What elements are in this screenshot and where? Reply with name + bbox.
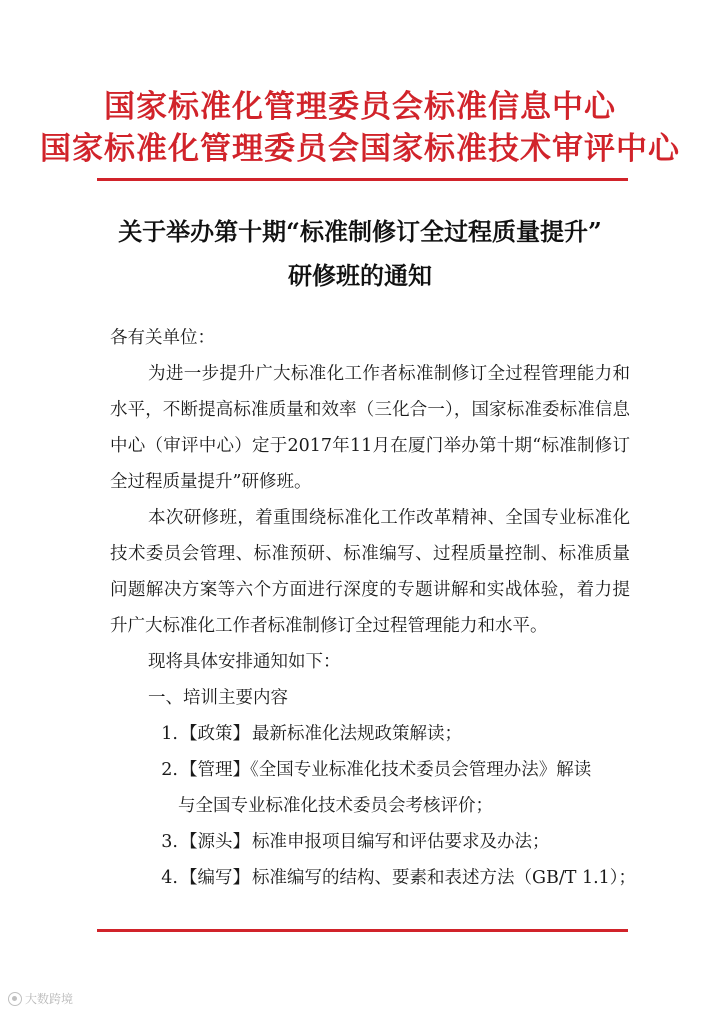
document-title <box>0 210 720 298</box>
list-item-number: 2. <box>161 760 178 780</box>
document-body <box>110 320 637 896</box>
title-line-1: 关于举办第十期“标准制修订全过程质量提升” <box>118 217 602 246</box>
list-item-text: 最新标准化法规政策解读； <box>252 724 462 744</box>
list-item-tag: 【编写】 <box>180 868 250 888</box>
list-item-tag: 【管理】 <box>180 760 250 780</box>
watermark <box>8 990 73 1007</box>
list-item-text: 标准编写的结构、要素和表述方法（GB/T 1.1）； <box>252 868 637 888</box>
letterhead-line-1: 国家标准化管理委员会标准信息中心 <box>104 89 616 125</box>
list-item-management <box>110 752 630 824</box>
list-item-text: 标准申报项目编写和评估要求及办法； <box>252 832 550 852</box>
list-item-text: 《全国专业标准化技术委员会管理办法》解读与全国专业标准化技术委员会考核评价； <box>178 760 592 816</box>
list-item-tag: 【政策】 <box>180 724 250 744</box>
logo-circle-icon <box>8 992 22 1006</box>
list-item-drafting <box>110 860 637 896</box>
list-item-number: 3. <box>161 832 178 852</box>
list-item-number: 4. <box>161 868 178 888</box>
watermark-text: 大数跨境 <box>25 992 74 1006</box>
letterhead <box>0 86 720 170</box>
footer-divider <box>97 929 628 932</box>
salutation: 各有关单位： <box>110 328 215 348</box>
paragraph-arrangement: 现将具体安排通知如下： <box>148 652 341 672</box>
section-heading: 一、培训主要内容 <box>148 688 288 708</box>
letterhead-line-2: 国家标准化管理委员会国家标准技术审评中心 <box>40 131 680 167</box>
paragraph-intro: 为进一步提升广大标准化工作者标准制修订全过程管理能力和水平，不断提高标准质量和效率（三化合一），国家标准委标准信息中心（审评中心）定于2017年11月在厦门举办第十期“标准制修订全过程质量提升”研修班。 <box>110 364 630 492</box>
list-item-tag: 【源头】 <box>180 832 250 852</box>
paragraph-scope: 本次研修班，着重围绕标准化工作改革精神、全国专业标准化技术委员会管理、标准预研、标准编写、过程质量控制、标准质量问题解决方案等六个方面进行深度的专题讲解和实战体验，着力提升广大标准化工作者标准制修订全过程管理能力和水平。 <box>110 508 630 636</box>
header-divider <box>97 178 628 181</box>
list-item-number: 1. <box>161 724 178 744</box>
list-item-policy <box>110 716 630 752</box>
title-line-2: 研修班的通知 <box>288 261 432 290</box>
list-item-source <box>110 824 630 860</box>
